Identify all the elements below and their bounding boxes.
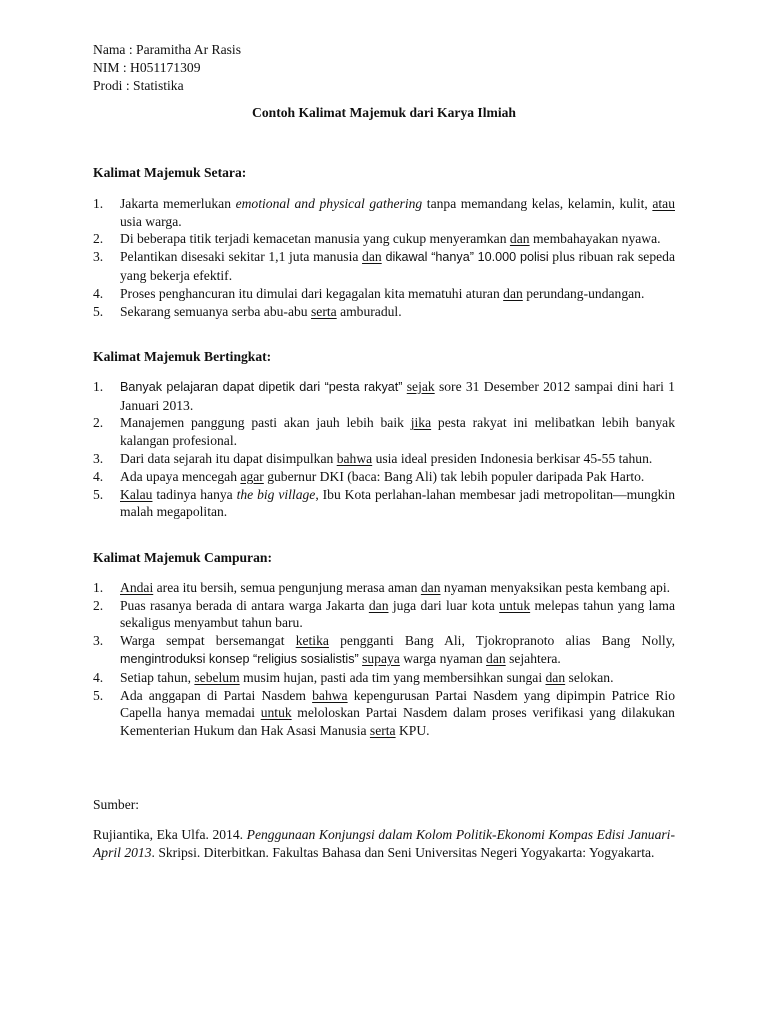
item-number: 5. [93,687,104,703]
text-segment: KPU. [395,723,430,739]
text-segment: area itu bersih, semua pengunjung merasa aman [153,579,421,595]
source-label: Sumber: [93,797,140,812]
text-segment: sejahtera. [505,650,561,666]
section-heading: Kalimat Majemuk Setara: [93,165,247,180]
list-item [93,579,675,597]
pasted-text: mengintroduksi konsep “religius sosialistis” [120,651,359,666]
underlined-conjunction: dan [509,231,530,247]
item-number: 2. [93,231,104,247]
pasted-text: dikawal “hanya” 10.000 polisi [381,250,549,265]
list-item [93,468,675,486]
document-title: Contoh Kalimat Majemuk dari Karya Ilmiah [252,105,516,120]
text-segment: . Skripsi. Diterbitkan. Fakultas Bahasa dan Seni Universitas Negeri Yogyakarta: Yogyakarta. [151,844,655,860]
text-segment: usia warga. [120,213,182,229]
text-segment: usia ideal presiden Indonesia berkisar 45-55 tahun. [372,450,653,466]
underlined-conjunction: untuk [260,705,292,721]
text-segment: nyaman menyaksikan pesta kembang api. [440,579,671,595]
underlined-conjunction: dan [420,579,441,595]
underlined-conjunction: dan [503,285,523,301]
list-item [93,285,675,303]
item-number: 1. [93,195,104,211]
underlined-conjunction: Kalau [120,486,153,502]
student-info [93,41,675,94]
text-segment: selokan. [565,669,614,685]
underlined-conjunction: serta [369,723,396,739]
underlined-conjunction: agar [240,468,264,484]
text-segment: pengganti Bang Ali, Tjokropranoto alias Bang Nolly, [328,633,676,649]
underlined-conjunction: Andai [120,579,154,595]
underlined-conjunction: serta [311,303,337,319]
text-segment: Puas rasanya berada di antara warga Jakarta [120,597,369,613]
underlined-conjunction: dan [486,650,506,666]
text-segment: juga dari luar kota [388,597,500,613]
list-item [93,486,675,522]
section-heading: Kalimat Majemuk Campuran: [93,550,272,565]
list-item [93,450,675,468]
text-segment: melepas tahun yang lama sekaligus menyambut tahun baru. [120,597,675,631]
text-segment: Proses penghancuran itu dimulai dari kegagalan kita mematuhi aturan [120,285,504,301]
pasted-text: Banyak pelajaran dapat dipetik dari “pesta rakyat” [120,379,403,394]
student-name: Nama : Paramitha Ar Rasis [93,42,241,57]
text-segment: Di beberapa titik terjadi kemacetan manusia yang cukup menyeramkan [120,231,510,247]
student-nim: NIM : H051171309 [93,59,201,75]
underlined-conjunction: ketika [295,633,329,649]
text-segment: warga nyaman [399,650,487,666]
list-item [93,230,675,248]
underlined-conjunction: sebelum [194,669,240,685]
item-number: 3. [93,450,104,466]
text-segment: perundang-undangan. [522,285,645,301]
section-bertingkat [93,348,675,521]
text-segment: plus ribuan rak sepeda yang bekerja efektif. [120,249,676,283]
underlined-conjunction: dan [362,249,382,265]
item-number: 1. [93,579,104,595]
underlined-conjunction: bahwa [312,687,348,703]
italic-text: emotional and physical gathering [235,195,423,211]
list-item [93,195,675,231]
list-item [93,669,675,687]
text-segment: Ada anggapan di Partai Nasdem [120,687,313,703]
text-segment: sore 31 Desember 2012 sampai dini hari 1 Januari 2013. [120,378,675,413]
list-item [93,414,675,450]
source-reference [93,826,675,862]
sentence-list [93,378,675,521]
text-segment: Pelantikan disesaki sekitar 1,1 juta manusia [120,249,363,265]
underlined-conjunction: untuk [499,597,531,613]
section-heading: Kalimat Majemuk Bertingkat: [93,349,272,364]
sentence-list [93,195,675,321]
item-number: 4. [93,669,104,685]
text-segment: Jakarta memerlukan [120,195,236,211]
section-setara [93,164,675,320]
underlined-conjunction: jika [410,415,432,431]
text-segment: Rujiantika, Eka Ulfa. 2014. [93,827,247,842]
text-segment: Ada upaya mencegah [120,468,241,484]
underlined-conjunction: dan [545,669,566,685]
italic-text: Penggunaan Konjungsi dalam Kolom Politik-Ekonomi Kompas Edisi Januari-April 2013 [93,827,675,860]
item-number: 5. [93,486,104,502]
item-number: 1. [93,378,104,394]
text-segment: Manajemen panggung pasti akan jauh lebih baik [120,415,411,431]
item-number: 4. [93,285,104,301]
text-segment: Sekarang semuanya serba abu-abu [120,303,311,319]
list-item [93,303,675,321]
item-number: 2. [93,415,104,431]
text-segment: pesta rakyat ini melibatkan lebih banyak kalangan profesional. [120,415,675,449]
underlined-conjunction: supaya [362,650,400,666]
item-number: 2. [93,597,104,613]
item-number: 5. [93,303,104,319]
text-segment: gubernur DKI (baca: Bang Ali) tak lebih populer daripada Pak Harto. [263,468,645,484]
italic-text: the big village [236,486,316,502]
text-segment: Warga sempat bersemangat [120,633,296,649]
item-number: 3. [93,249,104,265]
list-item [93,248,675,285]
text-segment: meloloskan Partai Nasdem dalam proses verifikasi yang dilakukan Kementerian Hukum dan Hak Asasi Manusia [120,705,675,739]
text-segment: tadinya hanya [152,486,237,502]
sentence-list [93,579,675,740]
item-number: 4. [93,468,104,484]
underlined-conjunction: sejak [406,378,435,394]
text-segment: amburadul. [336,303,402,319]
underlined-conjunction: bahwa [336,450,373,466]
text-segment: , Ibu Kota perlahan-lahan membesar jadi metropolitan—mungkin malah megapolitan. [120,486,675,520]
text-segment: musim hujan, pasti ada tim yang membersihkan sungai [239,669,546,685]
section-campuran [93,549,675,740]
list-item [93,597,675,633]
underlined-conjunction: atau [652,195,675,211]
text-segment: tanpa memandang kelas, kelamin, kulit, [422,195,653,211]
text-segment: kepengurusan Partai Nasdem yang dipimpin Patrice Rio Capella hanya memadai [120,687,675,721]
text-segment: Dari data sejarah itu dapat disimpulkan [120,450,337,466]
item-number: 3. [93,633,104,649]
list-item [93,632,675,669]
underlined-conjunction: dan [368,597,389,613]
list-item [93,378,675,415]
student-prodi: Prodi : Statistika [93,77,184,93]
text-segment: membahayakan nyawa. [529,231,661,247]
list-item [93,687,675,740]
text-segment: Setiap tahun, [120,669,195,685]
